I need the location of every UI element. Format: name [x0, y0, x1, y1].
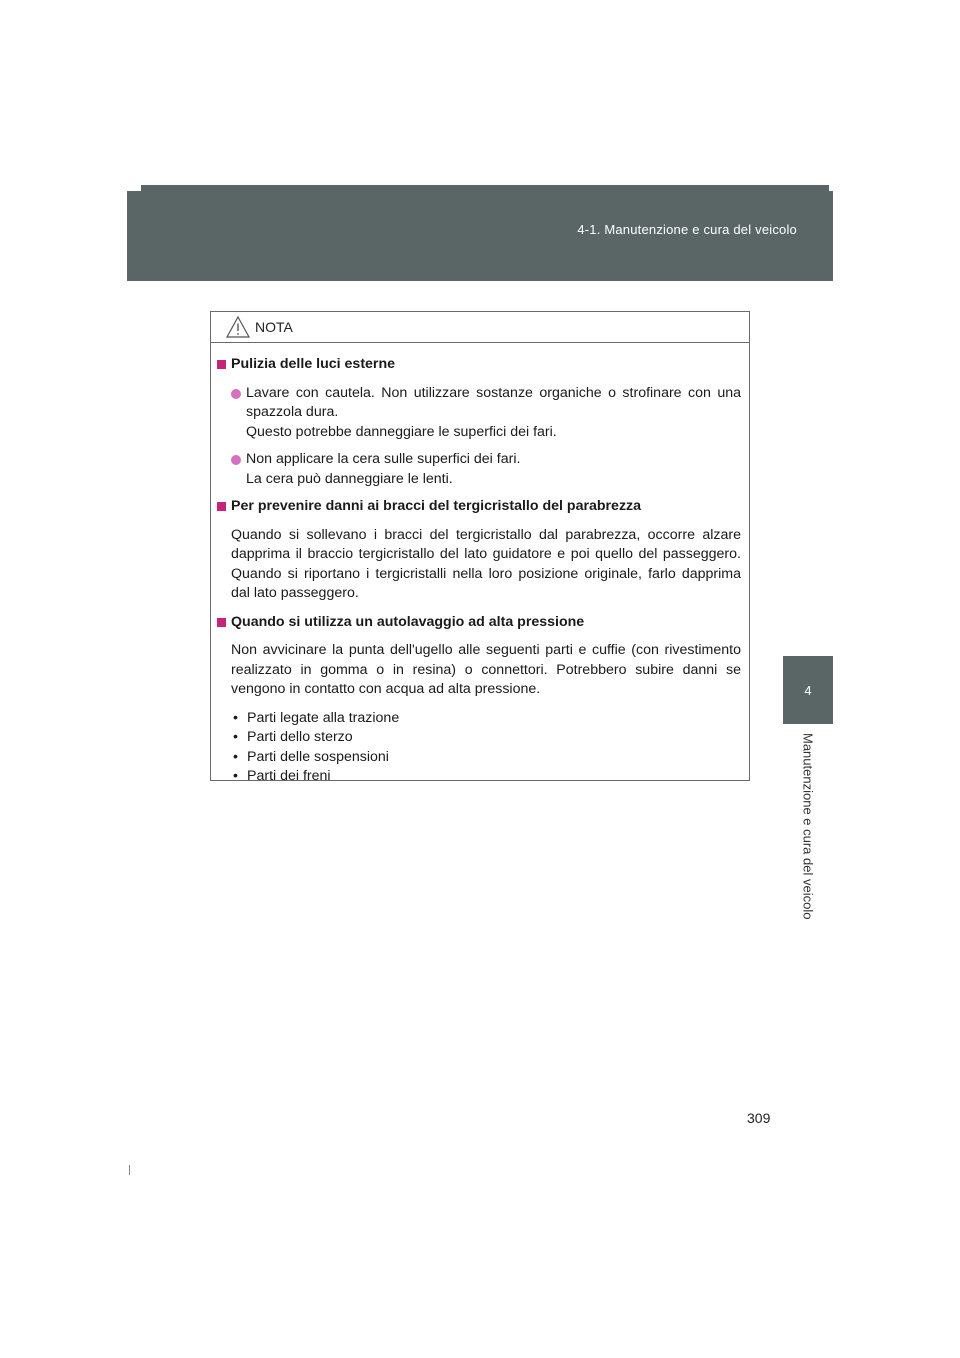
list-item: • Parti delle sospensioni	[233, 748, 389, 765]
section-title: Per prevenire danni ai bracci del tergicristallo del parabrezza	[217, 497, 741, 517]
section-paragraph: Non avvicinare la punta dell'ugello alle seguenti parti e cuffie (con rivestimento realizzato in gomma o in resina) o connettori. Potrebbero subire danni se vengono in contatto con acqua ad alta pressione.	[231, 642, 741, 697]
list-item	[231, 384, 741, 443]
list-item: • Parti legate alla trazione	[233, 709, 400, 726]
bullet-text: Lavare con cautela. Non utilizzare sostanze organiche o strofinare con una spazzola dura.	[246, 384, 741, 420]
chapter-side-label: Manutenzione e cura del veicolo	[800, 733, 816, 920]
section-marker-icon	[217, 502, 226, 511]
page-number: 309	[747, 1110, 771, 1126]
bullet-text: Questo potrebbe danneggiare le superfici dei fari.	[246, 423, 557, 440]
chapter-header-bar	[127, 185, 833, 281]
header-notch	[127, 185, 141, 191]
margin-mark	[129, 1165, 130, 1175]
chapter-title: 4-1. Manutenzione e cura del veicolo	[577, 222, 797, 237]
bullet-text: La cera può danneggiare le lenti.	[246, 470, 453, 487]
bullet-text: Non applicare la cera sulle superfici dei fari.	[246, 451, 521, 467]
section-paragraph: Quando si sollevano i bracci del tergicristallo dal parabrezza, occorre alzare dapprima il braccio tergicristallo del lato guidatore e poi quello del passeggero. Quando si riportano i tergicristalli nella loro posizione originale, farlo dapprima dal lato passeggero.	[231, 526, 741, 601]
list-item	[231, 450, 741, 489]
notice-box	[210, 311, 750, 784]
parts-list	[231, 709, 741, 787]
chapter-tab-number: 4	[804, 682, 812, 698]
notice-header	[211, 312, 749, 343]
warning-icon	[225, 315, 251, 339]
bullet-dot-icon	[231, 455, 241, 465]
notice-heading: NOTA	[255, 319, 293, 335]
section-marker-icon	[217, 360, 226, 369]
bullet-dot-icon	[231, 389, 241, 399]
section-marker-icon	[217, 618, 226, 627]
section-title: Quando si utilizza un autolavaggio ad alta pressione	[217, 613, 741, 633]
chapter-tab	[783, 656, 833, 724]
notice-body	[211, 343, 749, 787]
header-notch	[829, 185, 833, 191]
section-title: Pulizia delle luci esterne	[217, 355, 741, 375]
list-item: • Parti dello sterzo	[233, 729, 353, 745]
list-item: • Parti dei freni	[233, 768, 331, 784]
